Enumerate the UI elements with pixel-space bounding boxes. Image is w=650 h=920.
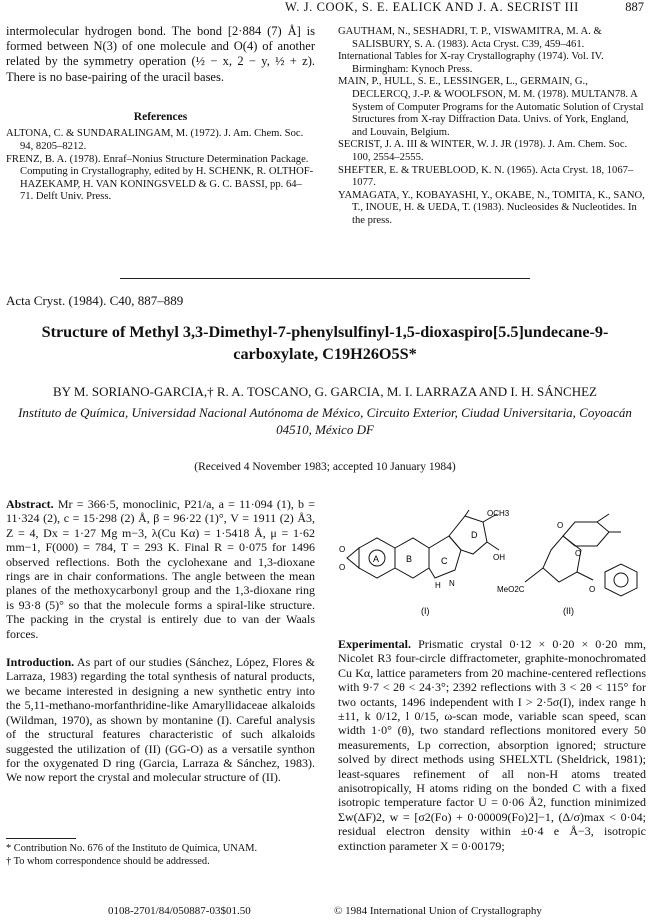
abstract: Abstract. Mr = 366·5, monoclinic, P21/a, a = 11·094 (1), b = 11·324 (2), c = 15·298 (2) Å, β = 96·22 (1)°, V = 1911 (2) Å3, Z = 4, Dx = 1·27 Mg m−3, λ(Cu Kα) = 1·5418 Å, μ = 1·62 mm−1, F(000) = 784, T = 293 K. Final R = 0·075 for 1496 observed reflections. Both the cyclohexane and 1,3-dioxane rings are in chair conformations. The angle between the mean planes of the methoxycarbonyl group and the 1,3-dioxane ring is 93·8 (5)° so that the molecule forms a spiral-like structure. The packing in the crystal is entirely due to van der Waals forces. [6, 497, 316, 641]
references-list-right [338, 26, 646, 228]
reference-item: International Tables for X-ray Crystallography (1974). Vol. IV. Birmingham: Kynoch Press. [338, 51, 604, 75]
atom-O-bottom: O [339, 563, 346, 572]
atom-O-dioxane-2: O [575, 549, 582, 558]
experimental-column [338, 637, 646, 853]
article-affiliation: Instituto de Química, Universidad Nacional Autónoma de México, Circuito Exterior, Ciudad Universitaria, Coyoacán 04510, México DF [18, 405, 632, 437]
journal-citation: Acta Cryst. (1984). C40, 887–889 [6, 293, 184, 308]
reference-item: SHEFTER, E. & TRUEBLOOD, K. N. (1965). Acta Cryst. 18, 1067–1077. [338, 164, 634, 189]
reference-item: ALTONA, C. & SUNDARALINGAM, M. (1972). J. Am. Chem. Soc. 94, 8205–8212. [6, 128, 304, 152]
received-dates: (Received 4 November 1983; accepted 10 January 1984) [194, 461, 456, 473]
footnote-correspondence: † To whom correspondence should be addressed. [6, 856, 210, 867]
footnote-contribution: * Contribution No. 676 of the Instituto de Química, UNAM. [6, 843, 258, 854]
prev-article-left [6, 24, 315, 204]
atom-O-top: O [339, 545, 346, 554]
abstract-label: Abstract. [6, 497, 54, 511]
aromatic-circle-phenyl [614, 573, 628, 587]
ring-label-A: A [373, 554, 380, 564]
atom-N: N [449, 579, 455, 588]
introduction: Introduction. As part of our studies (Sánchez, López, Flores & Larraza, 1983) regarding the total synthesis of natural products, we became interested in designing a new synthetic entry into the 5,11-methano-morfanthridine-like Amaryllidaceae alkaloids (Wildman, 1970), as shown by montanine (I). Careful analysis of the structural features characteristic of such alkaloids suggested the utilization of (II) (GG-O) as a versatile synthon for the oxygenated D ring (Garcia, Larraza & Sánchez, 1983). We now report the crystal and molecular structure of (II). [6, 655, 316, 785]
ring-D [449, 516, 487, 554]
abstract-intro-column [6, 497, 315, 785]
label-compound-II: (II) [563, 606, 574, 616]
dioxane-ring [563, 522, 609, 546]
footer-code: 0108-2701/84/050887-03$01.50 [108, 905, 251, 917]
experimental-label: Experimental. [338, 637, 411, 651]
references [6, 111, 315, 204]
atom-H: H [435, 581, 441, 590]
references-list-left [6, 128, 315, 204]
atom-O-sulfinyl: O [589, 585, 596, 594]
prev-body-text: intermolecular hydrogen bond. The bond [2·884 (7) Å] is formed between N(3) of one molecule and O(4) of another related by the symmetry operation (½ − x, 2 − y, ½ + z). There is no base-pairing of the uracil bases. [6, 24, 315, 84]
meo2c-label: MeO2C [497, 585, 525, 594]
article-title: Structure of Methyl 3,3-Dimethyl-7-phenylsulfinyl-1,5-dioxaspiro[5.5]undecane-9-carboxylate, C19H26O5S* [41, 323, 609, 363]
label-compound-I: (I) [421, 606, 430, 616]
introduction-label: Introduction. [6, 655, 75, 670]
reference-item: FRENZ, B. A. (1978). Enraf–Nonius Structure Determination Package. Computing in Crystallography, edited by H. SCHENK, R. OLTHOF-HAZEKAMP, H. VAN KONINGSVELD & G. C. BASSI, pp. 64–71. Delft Univ. Press. [6, 153, 314, 203]
references-heading: References [133, 110, 188, 123]
cyclohexane-ring [543, 536, 581, 582]
footnote-rule [6, 838, 76, 839]
article-divider [120, 278, 530, 279]
structure-figure [337, 506, 647, 626]
page-number: 887 [625, 0, 644, 14]
atom-O-dioxane-1: O [557, 521, 564, 530]
ring-label-C: C [441, 556, 448, 566]
och3-label: OCH3 [487, 509, 510, 518]
article-authors: BY M. SORIANO-GARCIA,† R. A. TOSCANO, G. GARCIA, M. I. LARRAZA AND I. H. SÁNCHEZ [53, 384, 597, 399]
reference-item: YAMAGATA, Y., KOBAYASHI, Y., OKABE, N., TOMITA, K., SANO, T., INOUE, H. & UEDA, T. (1983). Nucleosides & Nucleotides. In the press. [338, 189, 645, 226]
ring-label-B: B [406, 554, 413, 564]
reference-item: SECRIST, J. A. III & WINTER, W. J. JR (1978). J. Am. Chem. Soc. 100, 2554–2555. [338, 139, 628, 163]
dioxole-ring [347, 548, 359, 568]
running-head [0, 0, 650, 20]
running-head-authors: W. J. COOK, S. E. EALICK AND J. A. SECRIST III [285, 0, 579, 14]
experimental: Experimental. Prismatic crystal 0·12 × 0·20 × 0·20 mm, Nicolet R3 four-circle diffractometer, graphite-monochromated Cu Kα, lattice parameters from 20 machine-centered reflections with 9·7 < 2θ < 24·3°; 2392 reflections with 3 < 2θ < 115° for two octants, 1496 independent with I > 2·5σ(I), index range h ±11, k 0/12, l 0/15, ω-scan mode, variable scan speed, scan width 1·0° (θ), two standard reflections monitored every 50 measurements, Lp correction, absorption ignored; structure solved by direct methods using SHELXTL (Sheldrick, 1981); least-squares refinement of all non-H atoms treated anisotropically, H atoms riding on the bonded C with a fixed isotropic temperature factor U = 0·06 Å2, function minimized Σw(ΔF)2, w = [σ2(Fo) + 0·00009(Fo)2]−1, (Δ/σ)max < 0·04; residual electron density within ±0·4 e Å−3, isotropic extinction parameter X = 0·00179; [338, 637, 646, 853]
oh-label: OH [493, 553, 505, 562]
ring-label-D: D [471, 530, 478, 540]
reference-item: GAUTHAM, N., SESHADRI, T. P., VISWAMITRA, M. A. & SALISBURY, S. A. (1983). Acta Cryst. C39, 459–461. [338, 26, 602, 50]
footer-copyright: © 1984 International Union of Crystallography [334, 905, 542, 917]
reference-item: MAIN, P., HULL, S. E., LESSINGER, L., GERMAIN, G., DECLERCQ, J.-P. & WOOLFSON, M. M. (1978). MULTAN78. A System of Computer Programs for the Automatic Solution of Crystal Structures from X-ray Diffraction Data. Univs. of York, England, and Louvain, Belgium. [338, 76, 644, 138]
phenyl-ring [605, 564, 637, 596]
